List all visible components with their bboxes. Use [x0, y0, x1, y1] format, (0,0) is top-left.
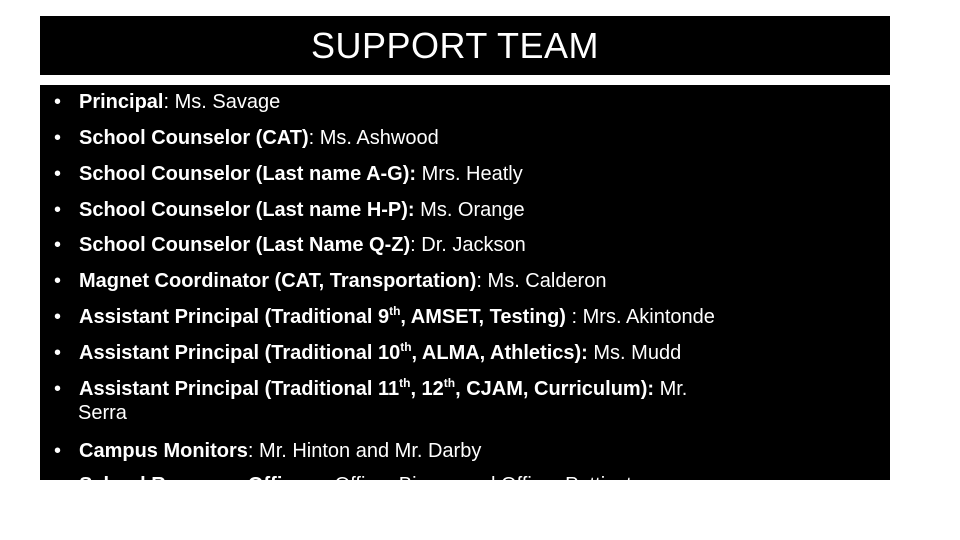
title-bar [40, 16, 890, 75]
bullet-icon: • [54, 91, 62, 113]
person-name: Ms. Savage [174, 91, 281, 113]
role-label: School Counselor (Last Name Q-Z) [79, 234, 411, 256]
separator: : [476, 270, 488, 292]
team-content [40, 85, 890, 496]
person-name: Officer Bigger and Officer Pettiest [334, 474, 632, 496]
person-name: Ms. Ashwood [319, 127, 439, 149]
page-title: SUPPORT TEAM [310, 24, 600, 66]
person-name: Ms. Calderon [487, 270, 607, 292]
item-text [79, 90, 280, 115]
separator: : [163, 91, 175, 113]
item-text [79, 377, 687, 402]
separator: : [410, 234, 422, 256]
bullet-icon: • [54, 378, 62, 400]
role-label: Principal [79, 91, 164, 113]
role-label: School Resource Officers [79, 474, 324, 496]
separator: : [323, 474, 335, 496]
item-text [79, 439, 481, 464]
bullet-icon: • [54, 306, 62, 328]
item-text [79, 341, 681, 366]
item-text [79, 126, 439, 151]
bullet-icon: • [54, 270, 62, 292]
separator: : [565, 306, 583, 328]
role-label: Campus Monitors [79, 440, 248, 462]
bullet-icon: • [54, 199, 62, 221]
person-name: Ms. Mudd [593, 342, 682, 364]
role-label: School Counselor (Last name A-G): [79, 163, 417, 185]
role-label: School Counselor (CAT) [79, 127, 309, 149]
item-text [79, 198, 525, 223]
item-text [79, 473, 632, 498]
bullet-icon: • [54, 342, 62, 364]
person-name: Mrs. Akintonde [582, 306, 715, 328]
item-text [79, 162, 523, 187]
person-name: Mr. Hinton and Mr. Darby [259, 440, 482, 462]
bullet-icon: • [54, 127, 62, 149]
role-label: Assistant Principal (Traditional 9th, AMSET, Testing) [79, 304, 566, 328]
person-name: Mr. [659, 378, 688, 400]
role-label: Assistant Principal (Traditional 11th, 12th, CJAM, Curriculum): [79, 376, 655, 400]
role-label: Assistant Principal (Traditional 10th, ALMA, Athletics): [79, 340, 588, 364]
item-text [79, 233, 526, 258]
person-name: Mrs. Heatly [421, 163, 523, 185]
person-name: Dr. Jackson [421, 234, 526, 256]
role-label: Magnet Coordinator (CAT, Transportation) [79, 270, 477, 292]
bullet-icon: • [54, 234, 62, 256]
bullet-icon: • [54, 163, 62, 185]
role-label: School Counselor (Last name H-P): [79, 199, 415, 221]
separator: : [308, 127, 320, 149]
item-text [79, 305, 715, 330]
person-name-continued: Serra [78, 402, 127, 424]
item-text [79, 269, 606, 294]
person-name: Ms. Orange [420, 199, 525, 221]
bullet-icon: • [54, 474, 62, 496]
bullet-icon: • [54, 440, 62, 462]
separator: : [247, 440, 260, 462]
